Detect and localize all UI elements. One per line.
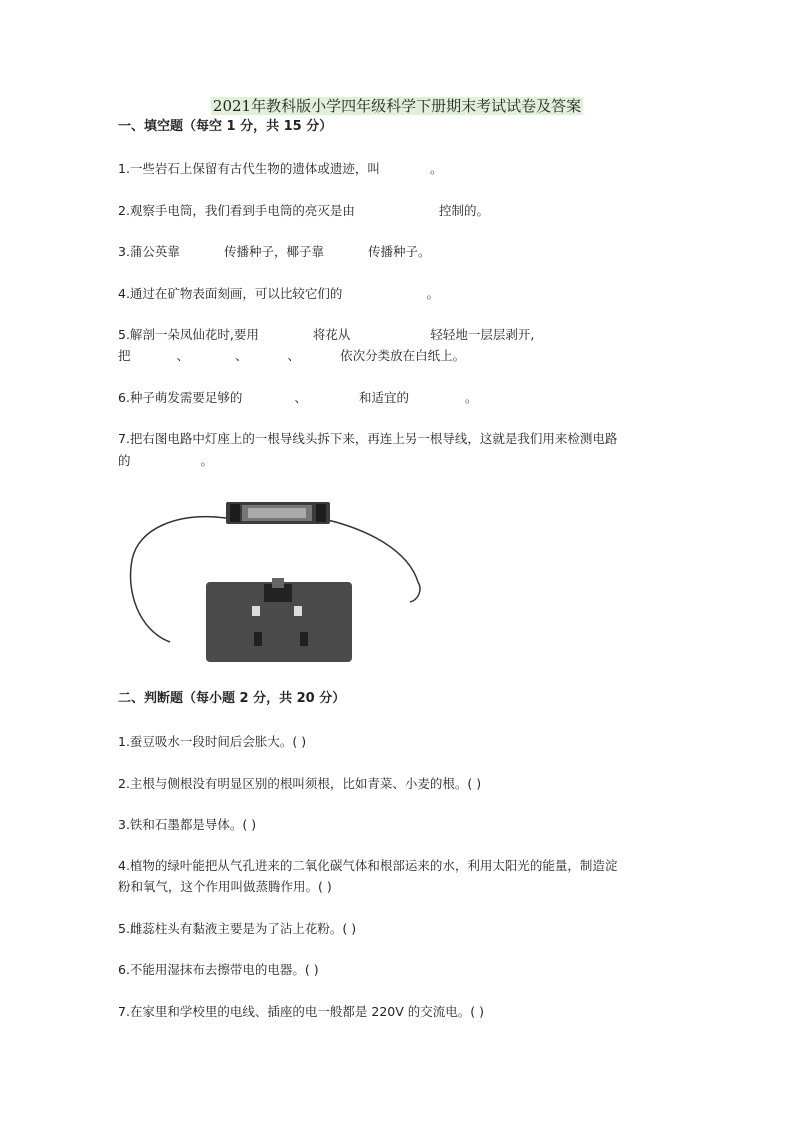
tf-question-7: 7.在家里和学校里的电线、插座的电一般都是 220V 的交流电。( ) [118,1004,485,1019]
fill-question-6: 6.种子萌发需要足够的 、 和适宜的 。 [118,390,478,405]
fill-question-5-line2: 把 、 、 、 依次分类放在白纸上。 [118,348,466,363]
fill-question-5-line1: 5.解剖一朵凤仙花时,要用 将花从 轻轻地一层层剥开, [118,327,535,342]
tf-question-4-line1: 4.植物的绿叶能把从气孔进来的二氧化碳气体和根部运来的水，利用太阳光的能量，制造淀 [118,858,618,873]
fill-question-7-line2: 的 。 [118,453,214,468]
battery-holder [226,502,330,524]
fill-question-3: 3.蒲公英靠 传播种子，椰子靠 传播种子。 [118,244,431,259]
tf-question-3: 3.铁和石墨都是导体。( ) [118,817,257,832]
fill-question-7-line1: 7.把右图电路中灯座上的一根导线头拆下来，再连上另一根导线，这就是我们用来检测电路 [118,431,618,446]
bulb-holder [206,578,352,662]
fill-question-4: 4.通过在矿物表面刻画，可以比较它们的 。 [118,286,439,301]
fill-question-2: 2.观察手电筒，我们看到手电筒的亮灭是由 控制的。 [118,203,489,218]
tf-question-1: 1.蚕豆吸水一段时间后会胀大。( ) [118,734,307,749]
tf-question-4-line2: 粉和氧气，这个作用叫做蒸腾作用。( ) [118,879,332,894]
tf-question-6: 6.不能用湿抹布去擦带电的电器。( ) [118,962,319,977]
circuit-wire-right [328,520,418,582]
fill-question-1: 1.一些岩石上保留有古代生物的遗体或遗迹，叫 。 [118,161,443,176]
document-title: 2021年教科版小学四年级科学下册期末考试试卷及答案 [212,97,582,115]
tf-question-5: 5.雌蕊柱头有黏液主要是为了沾上花粉。( ) [118,921,357,936]
section-true-false-heading: 二、判断题（每小题 2 分，共 20 分） [118,691,346,706]
circuit-photo [118,490,428,670]
section-fill-blank-heading: 一、填空题（每空 1 分，共 15 分） [118,119,333,134]
tf-question-2: 2.主根与侧根没有明显区别的根叫须根，比如青菜、小麦的根。( ) [118,776,482,791]
